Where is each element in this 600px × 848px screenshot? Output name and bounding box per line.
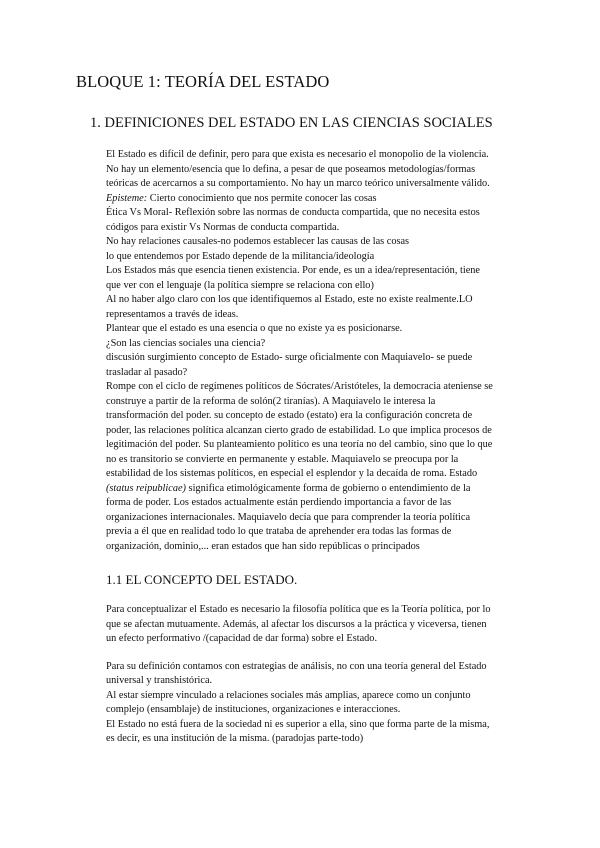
episteme-term: Episteme: <box>106 192 148 204</box>
status-reipublicae-definition: significa etimológicamente forma de gobierno o entendimiento de la <box>185 482 471 494</box>
body-line-episteme <box>106 192 546 207</box>
body-line: organización, dominio,... eran estados que han sido repúblicas o principados <box>106 540 420 552</box>
body-line: El Estado no está fuera de la sociedad ni es superior a ella, sino que forma parte de la misma, <box>106 718 490 730</box>
body-line: No hay un elemento/esencia que lo defina, a pesar de que poseamos metodologías/formas <box>106 163 476 175</box>
section-1-1-body <box>106 603 546 747</box>
body-line: universal y transhistórica. <box>106 675 213 686</box>
body-line: discusión surgimiento concepto de Estado- surge oficialmente con Maquiavelo- se puede <box>106 352 473 363</box>
body-line: que se afectan mutuamente. Además, al afectar los discursos a la práctica y viceversa, tienen <box>106 618 487 630</box>
status-reipublicae-term: (status reipublicae) <box>106 482 186 494</box>
body-line: Al estar siempre vinculado a relaciones sociales más amplias, aparece como un conjunto <box>106 689 471 701</box>
block-title: BLOQUE 1: TEORÍA DEL ESTADO <box>76 72 330 91</box>
body-line: construye a partir de la reforma de solón(2 tiranías). A Maquiavelo le interesa la <box>106 395 436 407</box>
body-line: Los Estados más que esencia tienen existencia. Por ende, es un a idea/representación, tiene <box>106 265 480 276</box>
body-line: No hay relaciones causales-no podemos establecer las causas de las cosas <box>106 236 410 247</box>
body-line: previa a él que en realidad todo lo que trataba de aprehender era todas las formas de <box>106 526 452 537</box>
body-line: representamos a través de ideas. <box>106 308 239 320</box>
body-line: es decir, es una institución de la misma. (paradojas parte-todo) <box>106 733 364 744</box>
body-line: poder, las relaciones política alcanzan cierto grado de estabilidad. Lo que implica procesos de <box>106 424 492 436</box>
body-line: no es transitorio se convierte en permanente y estable. Maquiavelo se preocupa por la <box>106 453 459 465</box>
body-line: que ver con el lenguaje (la política siempre se relaciona con ello) <box>106 279 374 291</box>
body-line: El Estado es difícil de definir, pero para que exista es necesario el monopolio de la violencia. <box>106 149 489 160</box>
section-1-1-title: 1.1 EL CONCEPTO DEL ESTADO. <box>106 572 298 587</box>
section-1-title: 1. DEFINICIONES DEL ESTADO EN LAS CIENCIAS SOCIALES <box>90 115 493 131</box>
episteme-definition: Cierto conocimiento que nos permite conocer las cosas <box>147 192 377 204</box>
body-line: legitimación del poder. Su planteamiento político es una teoría no del cambio, sino que lo que <box>106 439 493 450</box>
body-line: un efecto performativo /(capacidad de dar forma) sobre el Estado. <box>106 633 378 644</box>
body-line: códigos para existir Vs Normas de conducta compartida. <box>106 221 340 233</box>
body-line: Para su definición contamos con estrategias de análisis, no con una teoría general del Estado <box>106 660 487 672</box>
body-line: Rompe con el ciclo de regímenes políticos de Sócrates/Aristóteles, la democracia ateniense se <box>106 381 493 392</box>
body-line-status <box>106 482 546 497</box>
body-line: Al no haber algo claro con los que identifiquemos al Estado, este no existe realmente.LO <box>106 294 473 305</box>
body-line: lo que entendemos por Estado depende de la militancia/ideología <box>106 250 375 262</box>
body-line: Para conceptualizar el Estado es necesario la filosofía política que es la Teoría política, por lo <box>106 604 491 615</box>
body-line: teóricas de acercarnos a su comportamiento. No hay un marco teórico universalmente válido. <box>106 178 490 189</box>
body-line: ¿Son las ciencias sociales una ciencia? <box>106 337 266 349</box>
body-line: trasladar al pasado? <box>106 366 188 378</box>
body-line: Ética Vs Moral- Reflexión sobre las normas de conducta compartida, que no necesita estos <box>106 207 480 218</box>
section-1-body <box>106 148 546 554</box>
body-line: forma de poder. Los estados actualmente están perdiendo importancia a favor de las <box>106 497 452 508</box>
body-line: organizaciones internacionales. Maquiavelo decía que para comprender la teoría política <box>106 511 471 523</box>
body-line: estabilidad de los sistemas políticos, en especial el esplendor y la decaída de roma. Estado <box>106 468 478 479</box>
paragraph-gap <box>106 647 546 660</box>
body-line: transformación del poder. su concepto de estado (estato) era la configuración concreta de <box>106 410 473 421</box>
body-line: Plantear que el estado es una esencia o que no existe ya es posicionarse. <box>106 323 403 334</box>
body-line: complejo (ensamblaje) de instituciones, organizaciones e interacciones. <box>106 704 401 715</box>
